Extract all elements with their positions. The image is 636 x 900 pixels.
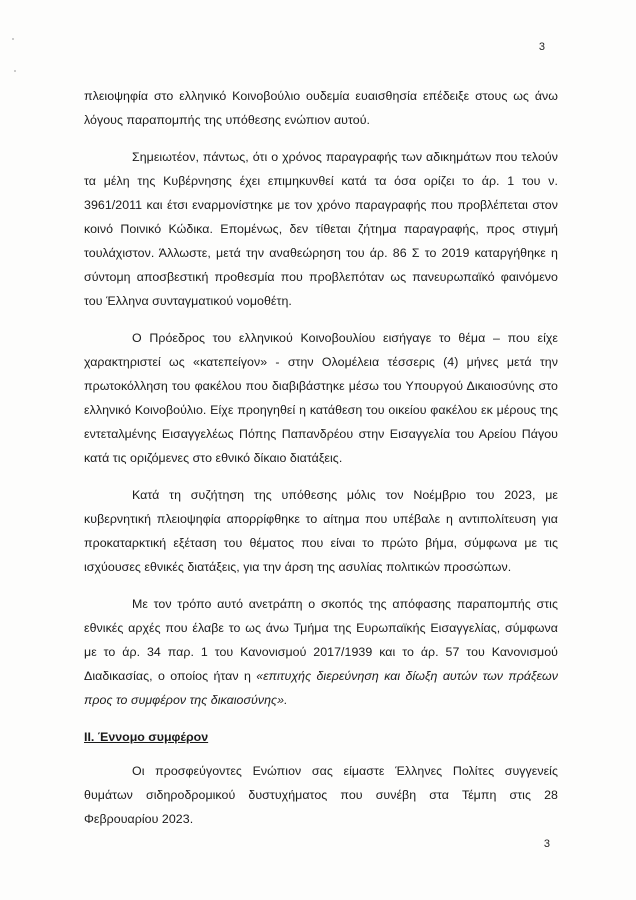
paragraph-applicants: Οι προσφεύγοντες Ενώπιον σας είμαστε Έλληνες Πολίτες συγγενείς θυμάτων σιδηροδρομικού δυστυχήματος που συνέβη στα Τέμπη στις 28 Φεβρουαρίου 2023. — [84, 764, 558, 826]
scan-speck — [14, 70, 16, 72]
paragraph-referral-purpose-quote: «επιτυχής διερεύνηση και δίωξη αυτών των πράξεων προς το συμφέρον της δικαιοσύνης». — [84, 669, 558, 707]
section-heading: ΙΙ. Έννομο συμφέρον — [84, 730, 209, 744]
paragraph-prescription: Σημειωτέον, πάντως, ότι ο χρόνος παραγραφής των αδικημάτων που τελούν τα μέλη της Κυβέρνησης έχει επιμηκυνθεί κατά τα όσα ορίζει το άρ. 1 του ν. 3961/2011 και έτσι εναρμονίστηκε με τον χρόνο παραγραφής που προβλέπεται στον κοινό Ποινικό Κώδικα. Επομένως, δεν τίθεται ζήτημα παραγραφής, προς στιγμή τουλάχιστον. Άλλωστε, μετά την αναθεώρηση του άρ. 86 Σ το 2019 καταργήθηκε η σύντομη αποσβεστική προθεσμία που προβλεπόταν ως πανευρωπαϊκό φαινόμενο του Έλληνα συνταγματικού νομοθέτη. — [84, 150, 558, 308]
paragraph-parliament-president: Ο Πρόεδρος του ελληνικού Κοινοβουλίου εισήγαγε το θέμα – που είχε χαρακτηριστεί ως «κατεπείγον» - στην Ολομέλεια τέσσερις (4) μήνες μετά την πρωτοκόλληση του φακέλου που διαβιβάστηκε μέσω του Υπουργού Δικαιοσύνης στο ελληνικό Κοινοβούλιο. Είχε προηγηθεί η κατάθεση του οικείου φακέλου εκ μέρους της εντεταλμένης Εισαγγελέως Πόπης Παπανδρέου στην Εισαγγελία του Αρείου Πάγου κατά τις οριζόμενες στο εθνικό δίκαιο διατάξεις. — [84, 331, 558, 465]
scan-speck — [12, 38, 14, 40]
paragraph-continuation: πλειοψηφία στο ελληνικό Κοινοβούλιο ουδεμία ευαισθησία επέδειξε στους ως άνω λόγους παραπομπής της υπόθεσης ενώπιον αυτού. — [84, 89, 558, 127]
paragraph-referral-purpose — [84, 592, 558, 712]
page-number-bottom: 3 — [543, 838, 550, 850]
paragraph-november-debate: Κατά τη συζήτηση της υπόθεσης μόλις τον Νοέμβριο του 2023, με κυβερνητική πλειοψηφία απορρίφθηκε το αίτημα που υπέβαλε η αντιπολίτευση για προκαταρκτική εξέταση του θέματος που είναι το πρώτο βήμα, σύμφωνα με τις ισχύουσες εθνικές διατάξεις, για την άρση της ασυλίας πολιτικών προσώπων. — [84, 488, 558, 574]
document-body — [84, 84, 558, 844]
page-number-top: 3 — [538, 41, 545, 53]
paragraph-referral-purpose-text: Με τον τρόπο αυτό ανετράπη ο σκοπός της απόφασης παραπομπής στις εθνικές αρχές που έλαβε το ως άνω Τμήμα της Ευρωπαϊκής Εισαγγελίας, σύμφωνα με το άρ. 34 παρ. 1 του Κανονισμού 2017/1939 και το άρ. 57 του Κανονισμού Διαδικασίας, ο οποίος ήταν η — [84, 597, 558, 683]
